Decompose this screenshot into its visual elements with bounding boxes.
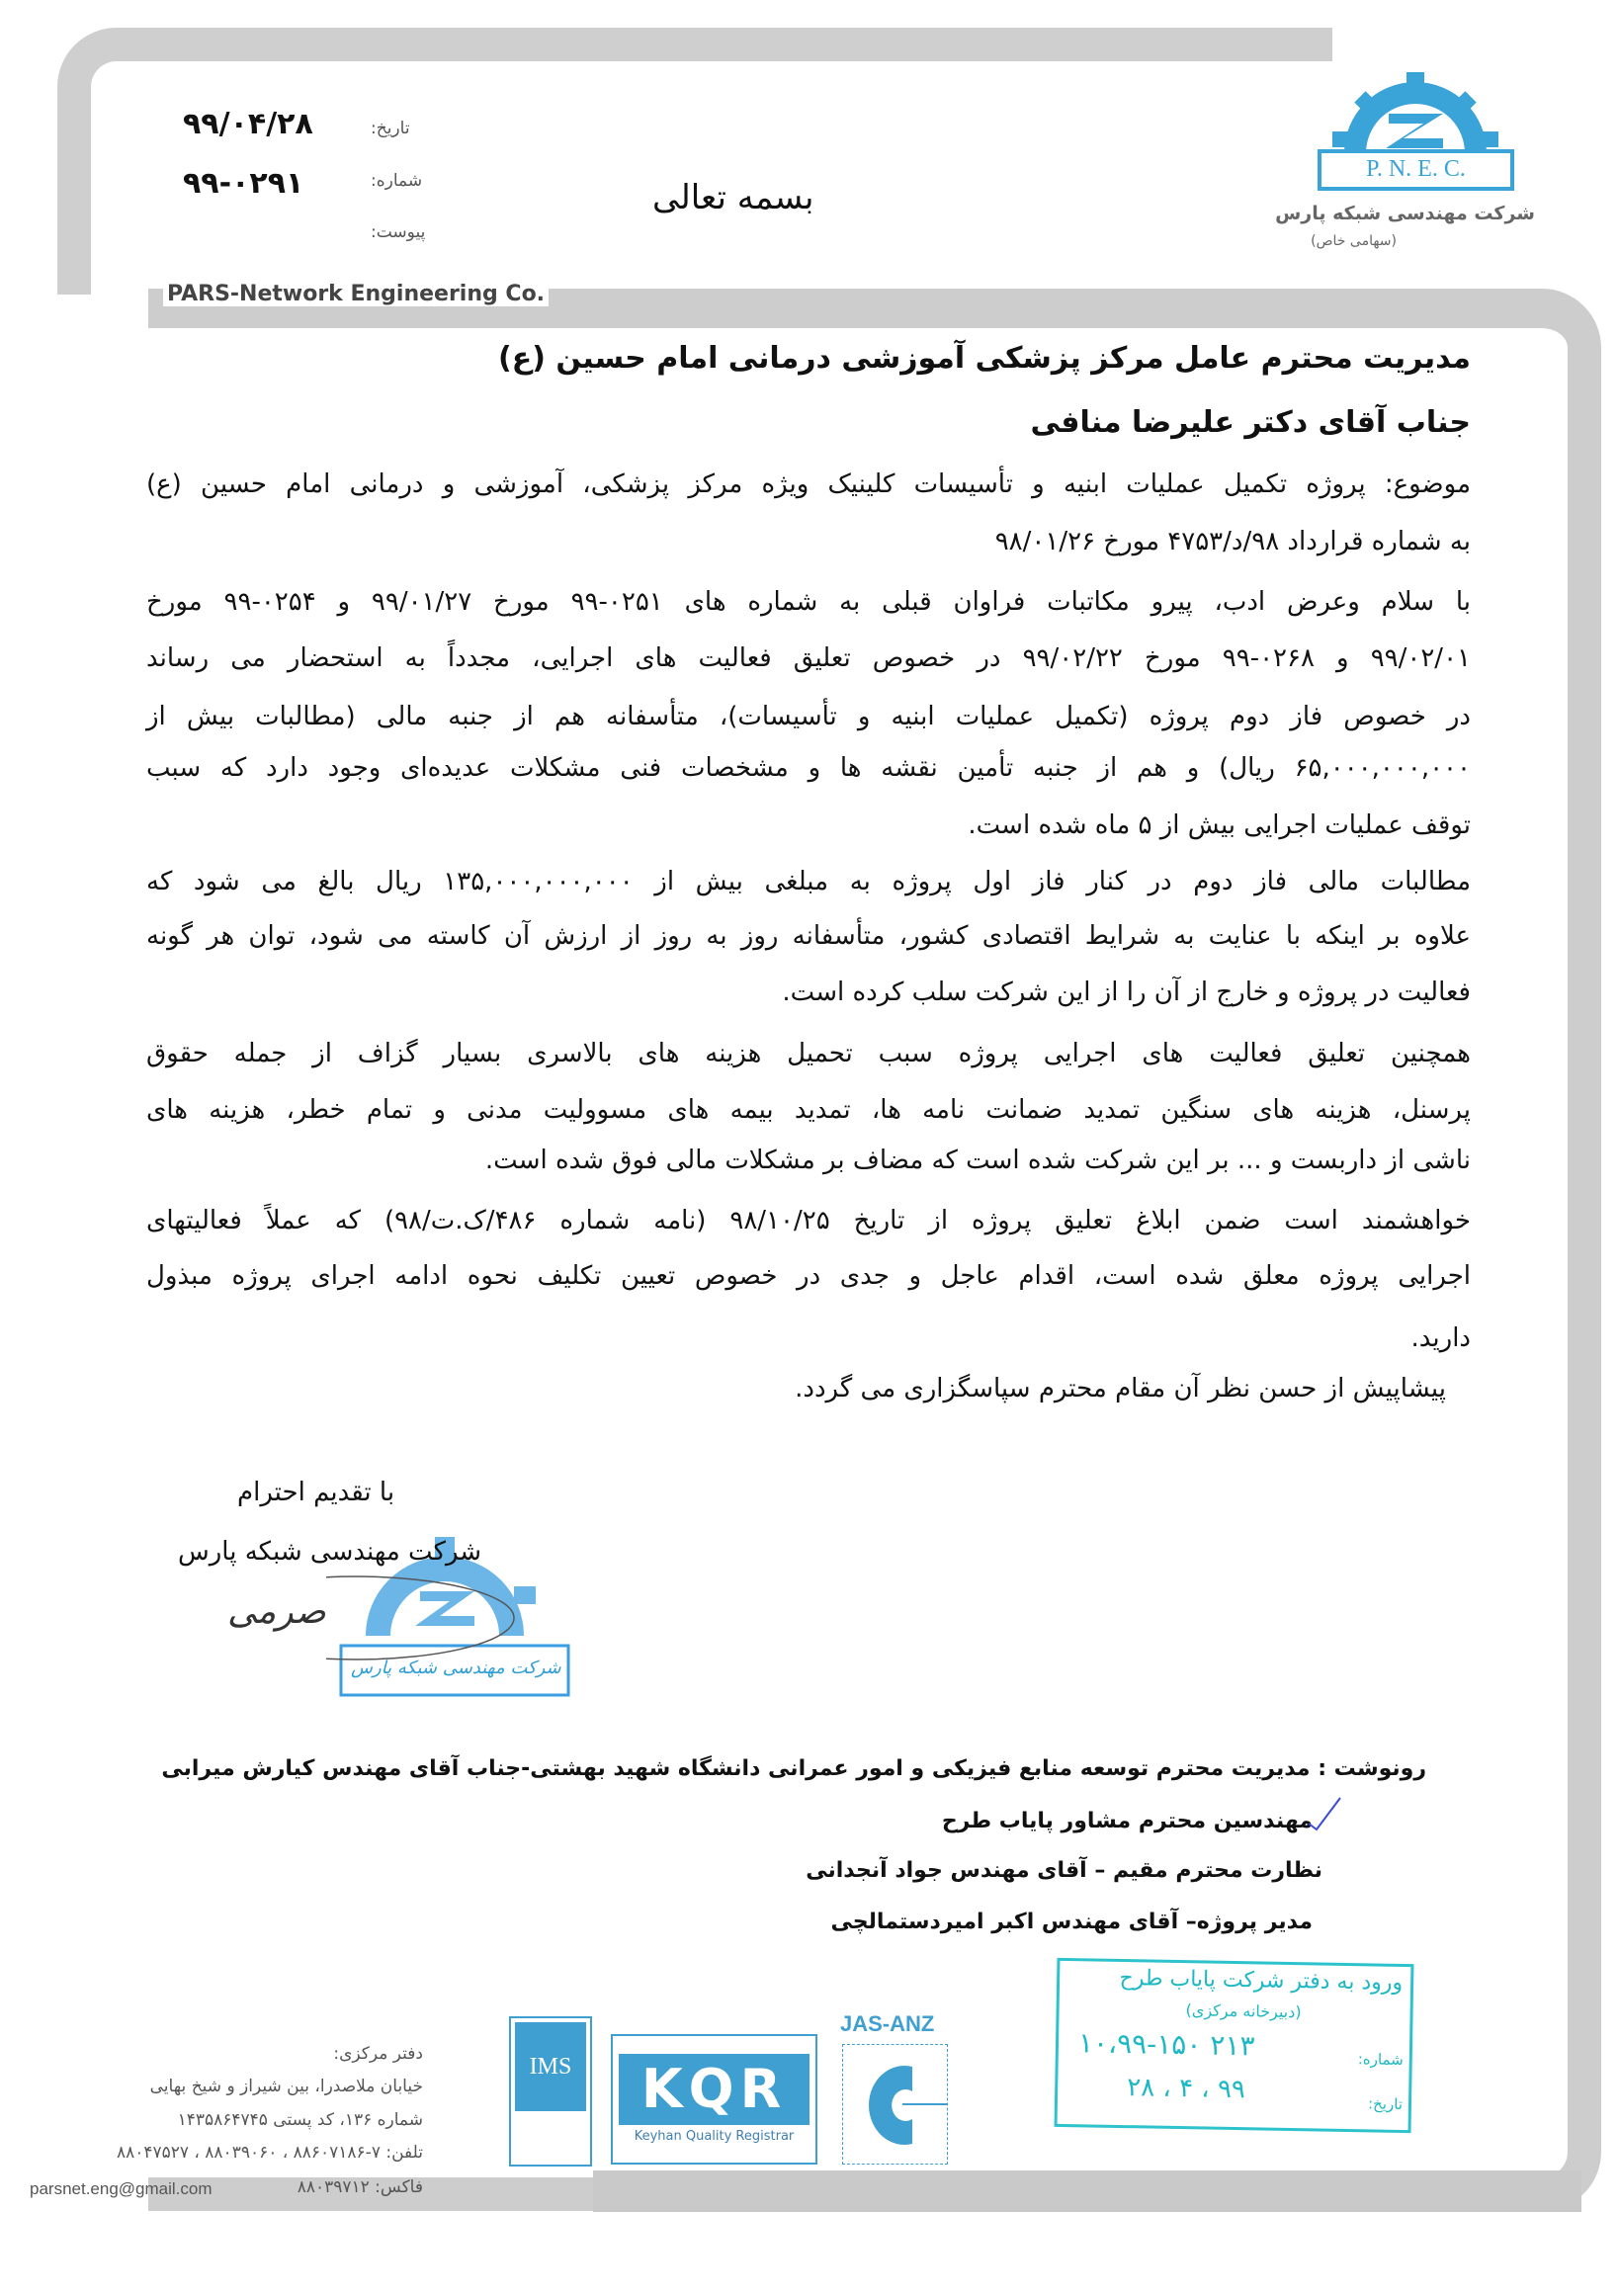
- body-line: مطالبات مالی فاز دوم در کنار فاز اول پروژه به مبلغی بیش از ۱۳۵,۰۰۰,۰۰۰,۰۰۰ ریال بالغ می شود که: [146, 867, 1471, 896]
- body-line: اجرایی پروژه معلق شده است، اقدام عاجل و جدی در خصوص تعیین تکلیف نحوه ادامه اجرای پروژه مبذول: [146, 1261, 1471, 1291]
- body-line: علاوه بر اینکه با عنایت به شرایط اقتصادی کشور، متأسفانه روز به روز از ارزش آن کاسته می شود، توان هر گونه: [146, 921, 1471, 951]
- company-logo: [1295, 44, 1537, 193]
- body-line: فعالیت در پروژه و خارج از آن را از این شرکت سلب کرده است.: [782, 978, 1471, 1007]
- kqr-subtitle: Keyhan Quality Registrar: [634, 2129, 795, 2144]
- logo-initials: P. N. E. C.: [1366, 156, 1466, 182]
- receipt-stamp-subtitle: (دبیرخانه مرکزی): [1185, 2000, 1302, 2022]
- recipient-title: مدیریت محترم عامل مرکز پزشکی آموزشی درمانی امام حسین (ع): [498, 341, 1471, 376]
- receipt-stamp: [1055, 1958, 1414, 2133]
- body-line: ۶۵,۰۰۰,۰۰۰,۰۰۰ ریال) و هم از جنبه تأمین نقشه ها و مشخصات فنی مشکلات عدیده‌ای وجود دارد که سبب: [146, 753, 1471, 783]
- recipient-name: جناب آقای دکتر علیرضا منافی: [1030, 405, 1471, 440]
- header-frame: [57, 28, 1332, 295]
- receipt-number-label: شماره:: [1357, 2050, 1404, 2069]
- signatory-company: شرکت مهندسی شبکه پارس: [178, 1537, 482, 1567]
- letter-number-label: شماره:: [371, 171, 423, 191]
- address-line-2: شماره ۱۳۶، کد پستی ۱۴۳۵۸۶۴۷۴۵: [177, 2110, 423, 2130]
- company-name-fa: شرکت مهندسی شبکه پارس: [1275, 203, 1535, 224]
- cc-line-4: مدیر پروژه– آقای مهندس اکبر امیردستمالچی: [830, 1910, 1313, 1934]
- email-link[interactable]: parsnet.eng@gmail.com: [30, 2179, 213, 2198]
- receipt-number-value: ۱۰،۹۹-۱۵۰ ۲۱۳: [1077, 2026, 1255, 2063]
- receipt-stamp-title: ورود به دفتر شرکت پایاب طرح: [1119, 1965, 1404, 1996]
- body-line: با سلام وعرض ادب، پیرو مکاتبات فراوان قبلی به شماره های ۰۲۵۱-۹۹ مورخ ۹۹/۰۱/۲۷ و ۰۲۵۴-۹۹ مورخ: [146, 587, 1471, 617]
- checkmark-icon: [1305, 1794, 1344, 1833]
- stamp-text: شرکت مهندسی شبکه پارس: [351, 1658, 561, 1678]
- jas-anz-logo: [842, 2044, 948, 2165]
- jas-anz-c-icon: [843, 2045, 947, 2164]
- handwritten-signature: صرمی: [227, 1591, 326, 1632]
- invocation: بسمه تعالی: [652, 178, 814, 217]
- bottom-frame-band: [593, 2170, 1581, 2212]
- cc-line-1: رونوشت : مدیریت محترم توسعه منابع فیزیکی و امور عمرانی دانشگاه شهید بهشتی-جناب آقای مهندس کیارش میرابی: [161, 1756, 1426, 1781]
- receipt-date-label: تاریخ:: [1367, 2094, 1404, 2113]
- date-value: ۹۹/۰۴/۲۸: [183, 107, 313, 141]
- address-line-1: خیابان ملاصدرا، بین شیراز و شیخ بهایی: [149, 2077, 423, 2096]
- subject-line: موضوع: پروژه تکمیل عملیات ابنیه و تأسیسات کلینیک ویژه مرکز پزشکی، آموزشی و درمانی امام حسین (ع): [146, 469, 1471, 499]
- company-name-en: PARS-Network Engineering Co.: [163, 282, 549, 306]
- body-line: به شماره قرارداد ۹۸/د/۴۷۵۳ مورخ ۹۸/۰۱/۲۶: [994, 527, 1471, 556]
- body-line: ۹۹/۰۲/۰۱ و ۰۲۶۸-۹۹ مورخ ۹۹/۰۲/۲۲ در خصوص تعلیق فعالیت های اجرایی، مجدداً به استحضار می رساند: [146, 643, 1471, 673]
- kqr-certification-logo: [611, 2034, 817, 2165]
- company-type: (سهامی خاص): [1311, 233, 1397, 249]
- body-line: پرسنل، هزینه های سنگین تمدید ضمانت نامه ها، تمدید بیمه های مسوولیت مدنی و تمام خطر، هزینه های: [146, 1095, 1471, 1125]
- office-label: دفتر مرکزی:: [333, 2044, 423, 2064]
- body-line: خواهشمند است ضمن ابلاغ تعلیق پروژه از تاریخ ۹۸/۱۰/۲۵ (نامه شماره ۴۸۶/ک.ت/۹۸) که عملاً فعالیتهای: [146, 1206, 1471, 1235]
- jas-anz-label: JAS-ANZ: [840, 2011, 935, 2036]
- cc-line-3: نظارت محترم مقیم – آقای مهندس جواد آنجدانی: [806, 1858, 1322, 1883]
- body-line: پیشاپیش از حسن نظر آن مقام محترم سپاسگزاری می گردد.: [795, 1374, 1446, 1403]
- receipt-date-value: ۹۹ ، ۴ ، ۲۸: [1126, 2073, 1246, 2105]
- letter-number-value: ۹۹-۰۲۹۱: [183, 166, 304, 201]
- body-line: همچنین تعلیق فعالیت های اجرایی پروژه سبب تحمیل هزینه های بالاسری بسیار گزاف از جمله حقوق: [146, 1039, 1471, 1068]
- fax-number: فاکس: ۸۸۰۳۹۷۱۲: [297, 2177, 423, 2197]
- cc-line-2: مهندسین محترم مشاور پایاب طرح: [941, 1809, 1313, 1833]
- body-line: توقف عملیات اجرایی بیش از ۵ ماه شده است.: [968, 810, 1471, 840]
- kqr-label: KQR: [619, 2054, 810, 2125]
- attachment-label: پیوست:: [371, 222, 426, 242]
- ims-label: IMS: [515, 2022, 586, 2111]
- body-line: دارید.: [1410, 1323, 1471, 1353]
- body-line: ناشی از داربست و ... بر این شرکت شده است که مضاف بر مشکلات مالی فوق شده است.: [484, 1146, 1471, 1175]
- body-line: در خصوص فاز دوم پروژه (تکمیل عملیات ابنیه و تأسیسات)، متأسفانه هم از جنبه مالی (مطالبات بیش از: [146, 702, 1471, 731]
- ims-certification-logo: [509, 2016, 592, 2167]
- closing: با تقدیم احترام: [237, 1478, 395, 1507]
- date-label: تاریخ:: [371, 119, 410, 138]
- phone-numbers: تلفن: ۷-۸۸۶۰۷۱۸۶ ، ۸۸۰۳۹۰۶۰ ، ۸۸۰۴۷۵۲۷: [116, 2143, 423, 2163]
